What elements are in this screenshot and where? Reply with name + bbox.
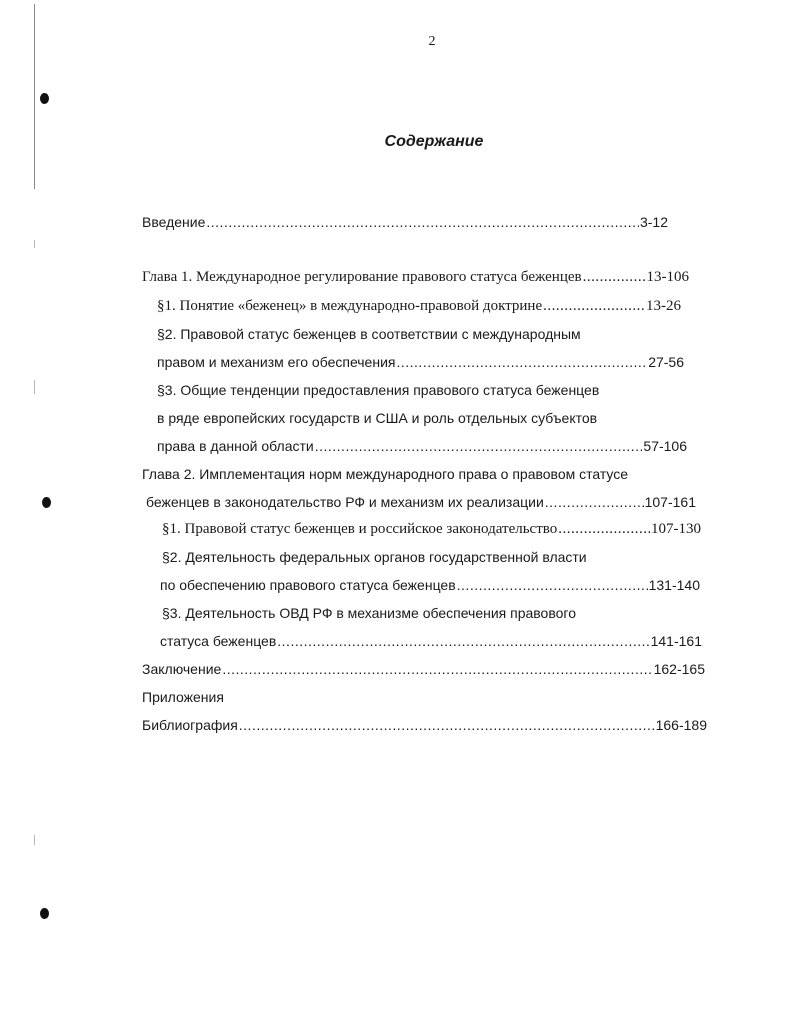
toc-entry-pages: 13-26 — [646, 298, 681, 314]
toc-leader — [277, 631, 649, 651]
punch-hole — [40, 908, 49, 919]
toc-entry-pages: 107-130 — [651, 521, 701, 537]
toc-entry-chapter-1 — [142, 267, 689, 287]
toc-entry-pages: 3-12 — [639, 214, 668, 230]
toc-leader — [239, 715, 655, 735]
toc-entry-chapter-2 — [142, 464, 628, 484]
toc-entry-text: §1. Понятие «беженец» в международно-правовой доктрине — [157, 298, 543, 314]
toc-leader — [396, 352, 647, 372]
toc-entry-pages: 141-161 — [650, 633, 702, 649]
toc-entry-bibliography — [142, 715, 707, 735]
toc-entry-text: Глава 2. Имплементация норм международного права о правовом статусе — [142, 466, 629, 482]
toc-leader — [583, 267, 646, 287]
toc-entry-text: по обеспечению правового статуса беженцев — [160, 577, 456, 593]
toc-entry-text: Глава 1. Международное регулирование правового статуса беженцев — [142, 269, 582, 285]
toc-entry-ch2-sec3 — [162, 603, 576, 623]
toc-leader — [543, 296, 645, 316]
toc-entry-text: §3. Общие тенденции предоставления правового статуса беженцев — [157, 382, 600, 398]
scan-mark — [34, 240, 35, 248]
scan-mark — [34, 835, 35, 845]
page-number: 2 — [428, 34, 436, 49]
toc-entry-text: §2. Деятельность федеральных органов государственной власти — [162, 549, 587, 565]
toc-entry-ch1-sec2-cont — [157, 352, 684, 372]
punch-hole — [42, 497, 51, 508]
toc-entry-pages: 166-189 — [655, 717, 707, 733]
toc-entry-ch2-sec1 — [162, 519, 701, 539]
scan-mark — [34, 380, 35, 394]
toc-entry-ch2-sec3-cont — [160, 631, 702, 651]
toc-entry-pages: 131-140 — [648, 577, 700, 593]
toc-entry-ch1-sec3-end — [157, 436, 687, 456]
punch-hole — [40, 93, 49, 104]
toc-entry-introduction — [142, 212, 668, 232]
toc-entry-text: правом и механизм его обеспечения — [157, 354, 396, 370]
toc-leader — [206, 212, 639, 232]
toc-leader — [315, 436, 643, 456]
toc-entry-text: в ряде европейских государств и США и роль отдельных субъектов — [157, 410, 598, 426]
toc-entry-text: Заключение — [142, 661, 222, 677]
toc-leader — [558, 519, 650, 539]
toc-entry-ch1-sec3-cont — [157, 408, 597, 428]
toc-entry-ch1-sec1 — [157, 296, 681, 316]
toc-entry-text: §1. Правовой статус беженцев и российское законодательство — [162, 521, 558, 537]
toc-entry-pages: 107-161 — [644, 494, 696, 510]
toc-entry-pages: 27-56 — [648, 354, 684, 370]
toc-entry-pages: 162-165 — [653, 661, 705, 677]
toc-entry-text: беженцев в законодательство РФ и механизм их реализации — [146, 494, 544, 510]
toc-leader — [457, 575, 648, 595]
toc-entry-text: Приложения — [142, 689, 224, 705]
toc-entry-ch2-sec2 — [162, 547, 587, 567]
toc-entry-chapter-2-cont — [146, 492, 696, 512]
toc-entry-conclusion — [142, 659, 705, 679]
page-title: Содержание — [384, 133, 484, 150]
toc-entry-ch2-sec2-cont — [160, 575, 700, 595]
toc-entry-text: права в данной области — [157, 438, 314, 454]
toc-leader — [545, 492, 644, 512]
toc-leader — [222, 659, 652, 679]
toc-entry-pages: 13-106 — [646, 269, 689, 285]
toc-entry-pages: 57-106 — [643, 438, 687, 454]
toc-entry-appendices — [142, 687, 224, 707]
toc-entry-text: статуса беженцев — [160, 633, 277, 649]
toc-entry-text: Библиография — [142, 717, 238, 733]
toc-entry-text: Введение — [142, 214, 206, 230]
toc-entry-ch1-sec3 — [157, 380, 599, 400]
toc-entry-ch1-sec2 — [157, 324, 581, 344]
toc-entry-text: §2. Правовой статус беженцев в соответствии с международным — [157, 326, 581, 342]
margin-line — [34, 4, 35, 189]
toc-entry-text: §3. Деятельность ОВД РФ в механизме обеспечения правового — [162, 605, 576, 621]
